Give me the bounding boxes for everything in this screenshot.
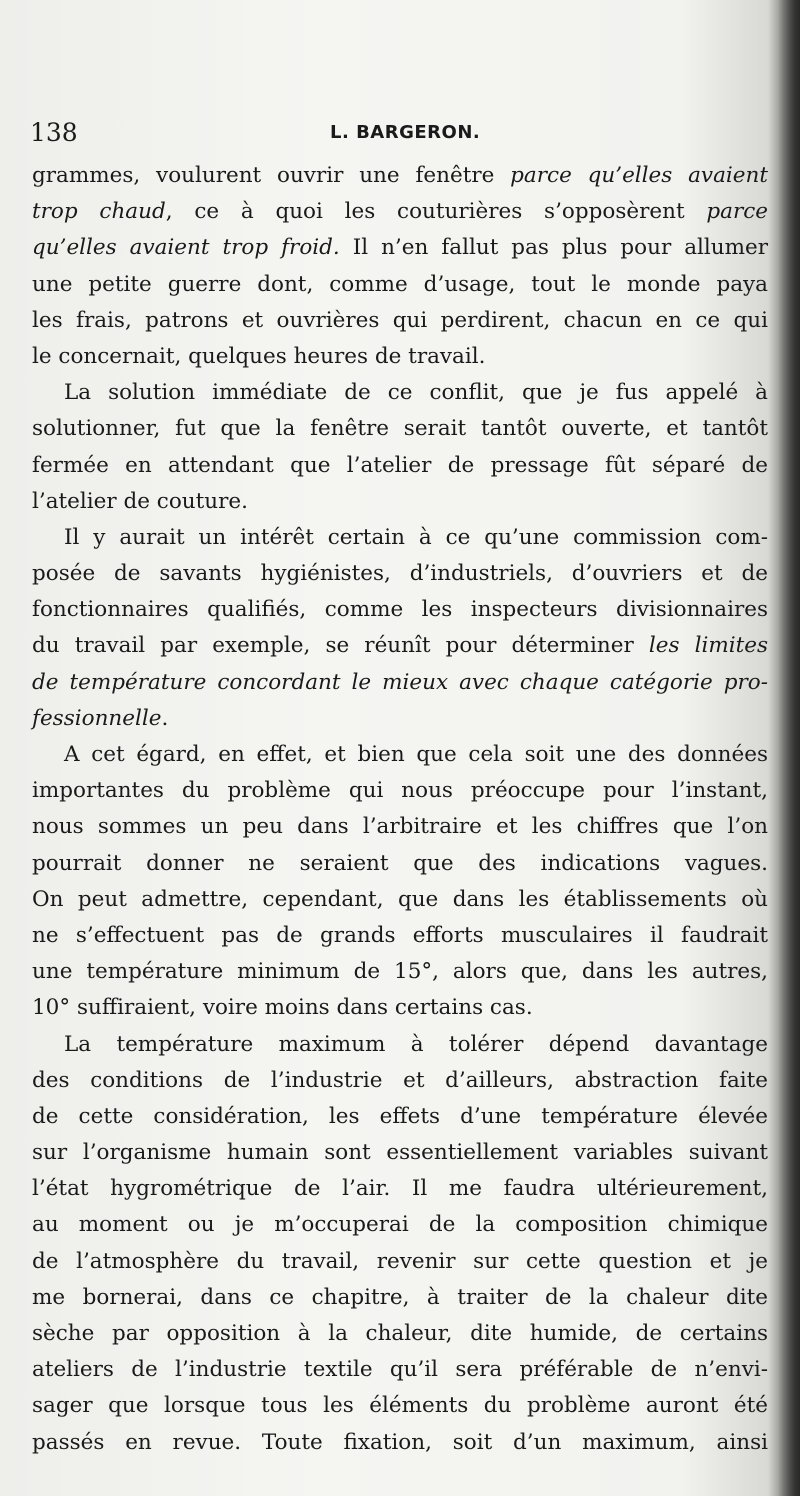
text-line — [32, 628, 768, 664]
italic-text-segment: parce qu’elles avaient — [510, 163, 768, 188]
text-line — [32, 592, 768, 628]
running-head: L. BARGERON. — [330, 122, 481, 143]
text-line — [32, 267, 768, 303]
text-segment: une température minimum de 15°, alors que, dans les autres, — [32, 959, 768, 985]
text-segment: 10° suffiraient, voire moins dans certains cas. — [32, 995, 533, 1021]
text-segment: sur l’organisme humain sont essentiellement variables suivant — [32, 1140, 768, 1166]
text-line — [32, 339, 768, 375]
text-line — [32, 1280, 768, 1316]
text-line — [32, 1388, 768, 1424]
text-line — [32, 520, 768, 556]
text-line — [32, 1425, 768, 1461]
text-segment: A cet égard, en effet, et bien que cela soit une des données — [64, 742, 768, 767]
page-header — [30, 116, 750, 150]
text-line — [32, 990, 768, 1026]
italic-text-segment: fessionnelle — [32, 705, 162, 731]
text-segment: Il n’en fallut pas plus pour allumer — [339, 235, 769, 261]
text-line — [32, 1244, 768, 1280]
text-segment: sager que lorsque tous les éléments du problème auront été — [32, 1393, 768, 1419]
text-segment: solutionner, fut que la fenêtre serait tantôt ouverte, et tantôt — [32, 416, 768, 442]
text-line — [32, 918, 768, 954]
page-gutter-shadow — [778, 0, 800, 1496]
text-segment: au moment ou je m’occuperai de la composition chimique — [32, 1212, 768, 1238]
text-segment: importantes du problème qui nous préoccupe pour l’instant, — [32, 778, 768, 804]
text-segment: grammes, voulurent ouvrir une fenêtre — [32, 163, 511, 188]
text-segment: , ce à quoi les couturières s’opposèrent — [165, 199, 707, 225]
text-segment: sèche par opposition à la chaleur, dite humide, de certains — [32, 1321, 768, 1346]
text-line — [32, 665, 768, 701]
text-line — [32, 1207, 768, 1243]
text-segment: nous sommes un peu dans l’arbitraire et les chiffres que l’on — [32, 814, 768, 840]
text-segment: passés en revue. Toute fixation, soit d’un maximum, ainsi — [32, 1429, 768, 1455]
text-line — [32, 882, 768, 918]
text-line — [32, 1171, 768, 1207]
italic-text-segment: parce — [706, 199, 768, 225]
text-segment: fonctionnaires qualifiés, comme les inspecteurs divisionnaires — [32, 597, 768, 623]
text-segment: ateliers de l’industrie textile qu’il sera préférable de n’envi- — [32, 1357, 768, 1383]
page-number: 138 — [30, 118, 78, 147]
text-line — [32, 1063, 768, 1099]
text-segment: fermée en attendant que l’atelier de pressage fût séparé de — [32, 452, 768, 478]
text-line — [32, 303, 768, 339]
text-line — [32, 1135, 768, 1171]
text-line — [32, 375, 768, 411]
text-line — [32, 1099, 768, 1135]
text-segment: le concernait, quelques heures de travail. — [32, 343, 486, 369]
text-segment: une petite guerre dont, comme d’usage, tout le monde paya — [32, 271, 768, 297]
text-line — [32, 1316, 768, 1352]
text-line — [32, 484, 768, 520]
text-segment: La température maximum à tolérer dépend davantage — [64, 1031, 768, 1057]
body-text — [32, 158, 768, 1461]
italic-text-segment: trop chaud — [32, 199, 166, 225]
text-line — [32, 194, 768, 230]
text-line — [32, 701, 768, 737]
text-line — [32, 846, 768, 882]
italic-text-segment: de température concordant le mieux avec chaque catégorie pro- — [32, 669, 768, 695]
text-line — [32, 556, 768, 592]
italic-text-segment: qu’elles avaient trop froid. — [32, 235, 340, 261]
text-segment: ne s’effectuent pas de grands efforts musculaires il faudrait — [32, 922, 768, 948]
text-segment: de cette considération, les effets d’une température élevée — [32, 1103, 768, 1129]
text-segment: de l’atmosphère du travail, revenir sur cette question et je — [32, 1248, 768, 1274]
text-segment: du travail par exemple, se réunît pour déterminer — [32, 633, 649, 659]
text-line — [32, 411, 768, 447]
text-line — [32, 1027, 768, 1063]
text-segment: les frais, patrons et ouvrières qui perdirent, chacun en ce qui — [32, 307, 768, 333]
text-segment: Il y aurait un intérêt certain à ce qu’une commission com- — [64, 524, 768, 550]
text-segment: posée de savants hygiénistes, d’industriels, d’ouvriers et de — [32, 561, 768, 587]
text-segment: l’état hygrométrique de l’air. Il me faudra ultérieurement, — [32, 1176, 768, 1202]
text-segment: me bornerai, dans ce chapitre, à traiter de la chaleur dite — [32, 1284, 768, 1310]
text-segment: pourrait donner ne seraient que des indications vagues. — [32, 850, 768, 876]
text-line — [32, 158, 768, 194]
text-segment: l’atelier de couture. — [32, 488, 248, 514]
text-segment: On peut admettre, cependant, que dans les établissements où — [32, 886, 768, 912]
text-segment: . — [161, 705, 169, 731]
text-line — [32, 773, 768, 809]
italic-text-segment: les limites — [648, 633, 768, 659]
text-segment: des conditions de l’industrie et d’ailleurs, abstraction faite — [32, 1067, 768, 1093]
text-line — [32, 230, 768, 266]
text-line — [32, 809, 768, 845]
text-segment: La solution immédiate de ce conflit, que je fus appelé à — [64, 380, 768, 406]
text-line — [32, 954, 768, 990]
text-line — [32, 1352, 768, 1388]
text-line — [32, 448, 768, 484]
text-line — [32, 737, 768, 773]
